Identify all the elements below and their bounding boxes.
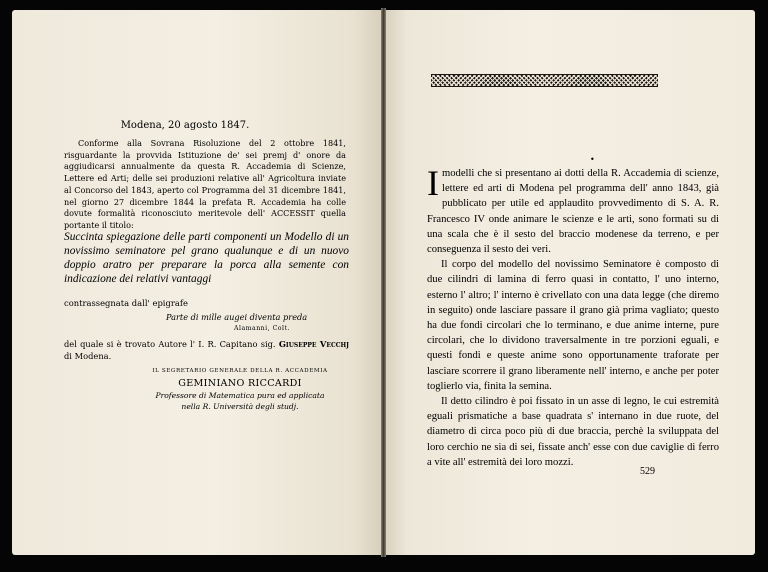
epigraph-intro: contrassegnata dall' epigrafe xyxy=(64,298,188,308)
document-date: Modena, 20 agosto 1847. xyxy=(120,120,250,131)
ornamental-border xyxy=(431,74,658,87)
book-gutter xyxy=(381,8,386,557)
signatory-name: GEMINIANO RICCARDI xyxy=(178,378,302,389)
paragraph-1-text: modelli che si presentano ai dotti della R. Accademia di scienze, lettere ed arti di Modena pel programma dell' anno 1843, già pubblicato per utile ed applaudito provvedimento di S. A. R. Francesco IV onde animare le scienze e le arti, sono formati su di una scala che è il sesto del braccio modenese da terreno, e per conseguenza il sesto dei veri. xyxy=(427,168,719,256)
paragraph-2: Il corpo del modello del novissimo Seminatore è composto di due cilindri di lamina di ferro quasi in contatto, l' uno interno, esterno l' altro; l' interno è crivellato con una data legge (che diremo in seguito) onde lasciare passare il grano già prima vagliato; questo ha due fondi circolari che lo terminano, e due anime interne, pure circolari, che lo dividono traversalmente in tre porzioni eguali, e questi fondi e queste anime sono opportunamente traforate per lasciare scorrere il grano liberamente nell' interno, e anche per poter toglierlo via, finita la semina. xyxy=(427,259,719,392)
author-name: Giuseppe Vecchj xyxy=(278,339,350,349)
ornament-bullet: • xyxy=(590,155,595,164)
article-body xyxy=(427,163,719,470)
author-text-before: del quale si è trovato Autore l' I. R. Capitano sig. xyxy=(64,339,276,349)
signatory-title-line-1: Professore di Matematica pura ed applicata xyxy=(155,391,325,400)
paragraph-1 xyxy=(427,163,719,257)
paragraph-3: Il detto cilindro è poi fissato in un asse di legno, le cui estremità eguali prismatiche a base quadrata s' internano in due ruote, del diametro di circa poco più di due braccia, perchè la sviluppata del loro cerchio ne sia di sei, fissate anch' esse con due caviglie di ferro a vite all' estremità dei loro mozzi. xyxy=(427,396,719,468)
intro-paragraph: Conforme alla Sovrana Risoluzione del 2 ottobre 1841, risguardante la provvida Istituzione de' sei premj d' onore da aggiudicarsi annualmente da questa R. Accademia di Scienze, Lettere ed Arti; delle sei produzioni relative all' Agricoltura inviate al Concorso del 1843, aperto col Programma del 31 dicembre 1841, nel giorno 27 dicembre 1844 la prefata R. Accademia ha colle dovute formalità riconosciuto meritevole dell' ACCESSIT quella portante il titolo: xyxy=(64,138,346,230)
author-text-after: di Modena. xyxy=(64,351,112,361)
signatory-title-line-2: nella R. Università degli studj. xyxy=(181,401,299,411)
work-title: Succinta spiegazione delle parti componenti un Modello di un novissimo seminatore pel grano qualunque e di un nuovo doppio aratro per preparare la porca alla semente con indicazione dei relativi vantaggi xyxy=(64,231,349,285)
drop-cap: I xyxy=(427,163,439,203)
signatory-title xyxy=(0,391,480,412)
page-number: 529 xyxy=(640,466,655,477)
signatory-role: IL SEGRETARIO GENERALE DELLA R. ACCADEMIA xyxy=(152,368,328,374)
author-paragraph xyxy=(64,338,349,362)
epigraph: Parte di mille augei diventa preda xyxy=(166,312,308,322)
epigraph-author: Alamanni, Colt. xyxy=(234,325,290,332)
